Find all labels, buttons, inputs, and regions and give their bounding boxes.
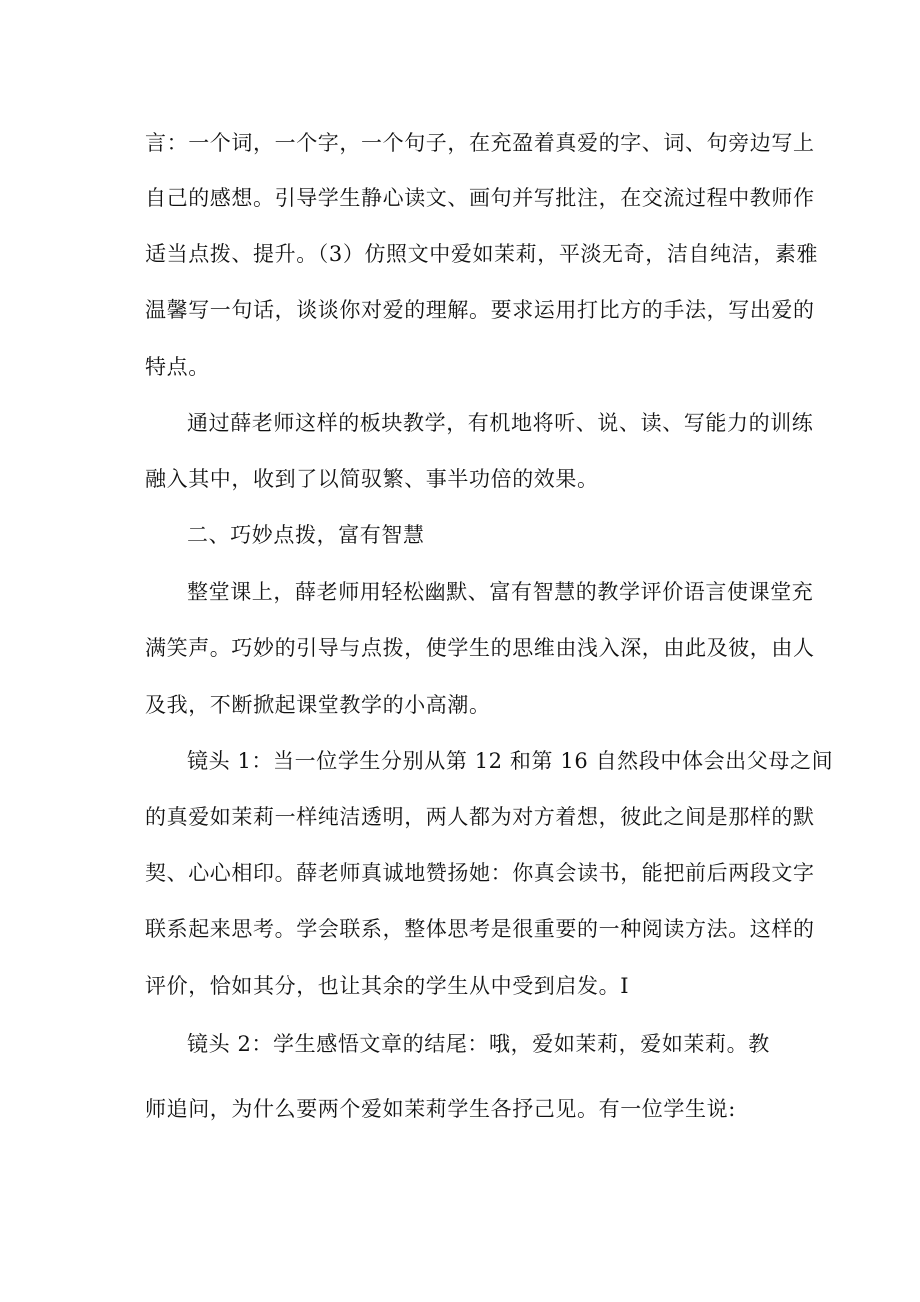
paragraph-start-line: 镜头 2：学生感悟文章的结尾：哦，爱如茉莉，爱如茉莉。教 — [187, 1032, 770, 1056]
text-line: 及我，不断掀起课堂教学的小高潮。 — [145, 693, 491, 717]
paragraph-start-line: 通过薛老师这样的板块教学，有机地将听、说、读、写能力的训练 — [187, 411, 814, 435]
text-line: 温馨写一句话，谈谈你对爱的理解。要求运用打比方的手法，写出爱的 — [145, 298, 815, 322]
text-line: 适当点拨、提升。（3）仿照文中爱如茉莉，平淡无奇，洁自纯洁，素雅 — [145, 242, 819, 266]
text-line: 言：一个词，一个字，一个句子，在充盈着真爱的字、词、句旁边写上 — [145, 131, 815, 155]
section-heading: 二、巧妙点拨，富有智慧 — [187, 523, 425, 547]
text-line: 融入其中，收到了以简驭繁、事半功倍的效果。 — [145, 467, 599, 491]
text-line: 满笑声。巧妙的引导与点拨，使学生的思维由浅入深，由此及彼，由人 — [145, 636, 815, 660]
text-line: 联系起来思考。学会联系，整体思考是很重要的一种阅读方法。这样的 — [145, 917, 815, 941]
paragraph-start-line: 镜头 1：当一位学生分别从第 12 和第 16 自然段中体会出父母之间 — [187, 749, 834, 773]
text-line: 自己的感想。引导学生静心读文、画句并写批注，在交流过程中教师作 — [145, 186, 815, 210]
text-line: 特点。 — [145, 355, 210, 379]
text-line: 师追问，为什么要两个爱如茉莉学生各抒己见。有一位学生说: — [145, 1097, 736, 1121]
text-line: 的真爱如茉莉一样纯洁透明，两人都为对方着想，彼此之间是那样的默 — [145, 805, 815, 829]
paragraph-start-line: 整堂课上，薛老师用轻松幽默、富有智慧的教学评价语言使课堂充 — [187, 580, 814, 604]
text-line: 契、心心相印。薛老师真诚地赞扬她：你真会读书，能把前后两段文字 — [145, 861, 815, 885]
text-line: 评价，恰如其分，也让其余的学生从中受到启发。I — [145, 974, 630, 998]
